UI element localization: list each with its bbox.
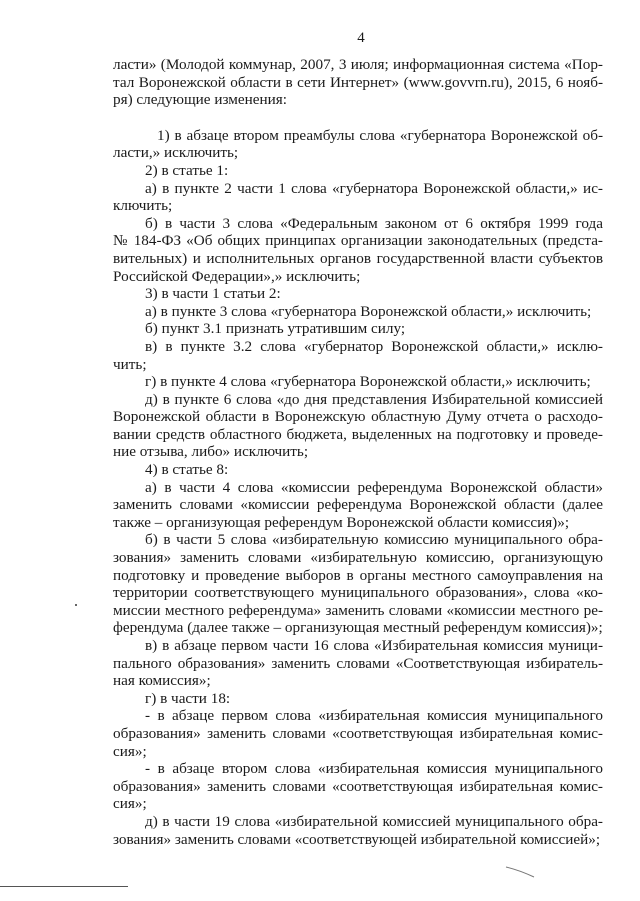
text-line: ферендума (далее также – организующая местный референдум комиссия)»; bbox=[113, 619, 603, 637]
text-line: 2) в статье 1: bbox=[145, 161, 229, 179]
text-line: заменить словами «комиссии референдума Воронежской области (далее bbox=[113, 496, 603, 514]
text-line: также – организующая референдум Воронежской области комиссия)»; bbox=[113, 513, 570, 531]
text-line: г) в пункте 4 слова «губернатора Воронежской области,» исключить; bbox=[145, 373, 591, 391]
text-line: д) в пункте 6 слова «до дня представления Избирательной комиссией bbox=[145, 390, 603, 408]
scan-mark bbox=[505, 864, 535, 878]
text-line: образования» заменить словами «соответствующая избирательная комис- bbox=[113, 777, 603, 795]
footer-rule bbox=[0, 886, 128, 887]
text-line: а) в пункте 2 части 1 слова «губернатора Воронежской области,» ис- bbox=[145, 179, 603, 197]
text-line: а) в пункте 3 слова «губернатора Воронежской области,» исключить; bbox=[145, 302, 592, 320]
text-line: ная комиссия»; bbox=[113, 672, 211, 690]
text-line: пального образования» заменить словами «Соответствующая избиратель- bbox=[113, 654, 603, 672]
text-line: д) в части 19 слова «избирательной комиссией муниципального обра- bbox=[145, 812, 603, 830]
text-line: сия»; bbox=[113, 795, 147, 813]
text-line: миссии местного референдума» заменить словами «комиссии местного ре- bbox=[113, 601, 603, 619]
text-line: ключить; bbox=[113, 197, 173, 215]
text-line: в) в пункте 3.2 слова «губернатор Воронежской области,» исклю- bbox=[145, 337, 603, 355]
text-line: зования» заменить словами «избирательную комиссию, организующую bbox=[113, 549, 603, 567]
text-line: Воронежской области в Воронежскую областную Думу отчета о расходо- bbox=[113, 408, 603, 426]
text-line: образования» заменить словами «соответствующая избирательная комис- bbox=[113, 724, 603, 742]
text-line: вительных) и исполнительных органов государственной власти субъектов bbox=[113, 249, 603, 267]
text-line: - в абзаце втором слова «избирательная комиссия муниципального bbox=[145, 760, 603, 778]
text-line: - в абзаце первом слова «избирательная комиссия муниципального bbox=[145, 707, 603, 725]
text-line: в) в абзаце первом части 16 слова «Избирательная комиссия муници- bbox=[145, 637, 603, 654]
text-line: б) в части 5 слова «избирательную комиссию муниципального обра- bbox=[145, 531, 603, 549]
text-line: ласти,» исключить; bbox=[113, 144, 239, 162]
text-line: 3) в части 1 статьи 2: bbox=[145, 285, 281, 303]
text-line: территории соответствующего муниципального образования», слова «ко- bbox=[113, 584, 603, 602]
paragraph-gap bbox=[113, 109, 603, 127]
document-body bbox=[113, 56, 603, 848]
text-line: ние отзыва, либо» исключить; bbox=[113, 443, 309, 461]
text-line: вании средств областного бюджета, выделенных на подготовку и проведе- bbox=[113, 425, 603, 443]
text-line: тал Воронежской области в сети Интернет» (www.govvrn.ru), 2015, 6 нояб- bbox=[113, 73, 603, 91]
scan-speck bbox=[75, 604, 77, 606]
text-line: чить; bbox=[113, 355, 147, 373]
text-line: ласти» (Молодой коммунар, 2007, 3 июля; информационная система «Пор- bbox=[113, 56, 603, 73]
text-line: 4) в статье 8: bbox=[145, 461, 229, 479]
text-line: Российской Федерации»,» исключить; bbox=[113, 267, 361, 285]
text-line: а) в части 4 слова «комиссии референдума Воронежской области» bbox=[145, 478, 603, 496]
text-line: зования» заменить словами «соответствующей избирательной комиссией»; bbox=[113, 830, 601, 848]
text-line: № 184-ФЗ «Об общих принципах организации законодательных (предста- bbox=[113, 232, 603, 250]
text-line: г) в части 18: bbox=[145, 689, 231, 707]
page-number: 4 bbox=[357, 30, 365, 46]
text-line: сия»; bbox=[113, 742, 147, 760]
text-line: 1) в абзаце втором преамбулы слова «губернатора Воронежской об- bbox=[157, 126, 603, 144]
text-line: подготовку и проведение выборов в органы местного самоуправления на bbox=[113, 566, 603, 584]
text-line: б) пункт 3.1 признать утратившим силу; bbox=[145, 320, 406, 338]
text-line: б) в части 3 слова «Федеральным законом от 6 октября 1999 года bbox=[145, 214, 603, 232]
text-line: ря) следующие изменения: bbox=[113, 91, 287, 109]
